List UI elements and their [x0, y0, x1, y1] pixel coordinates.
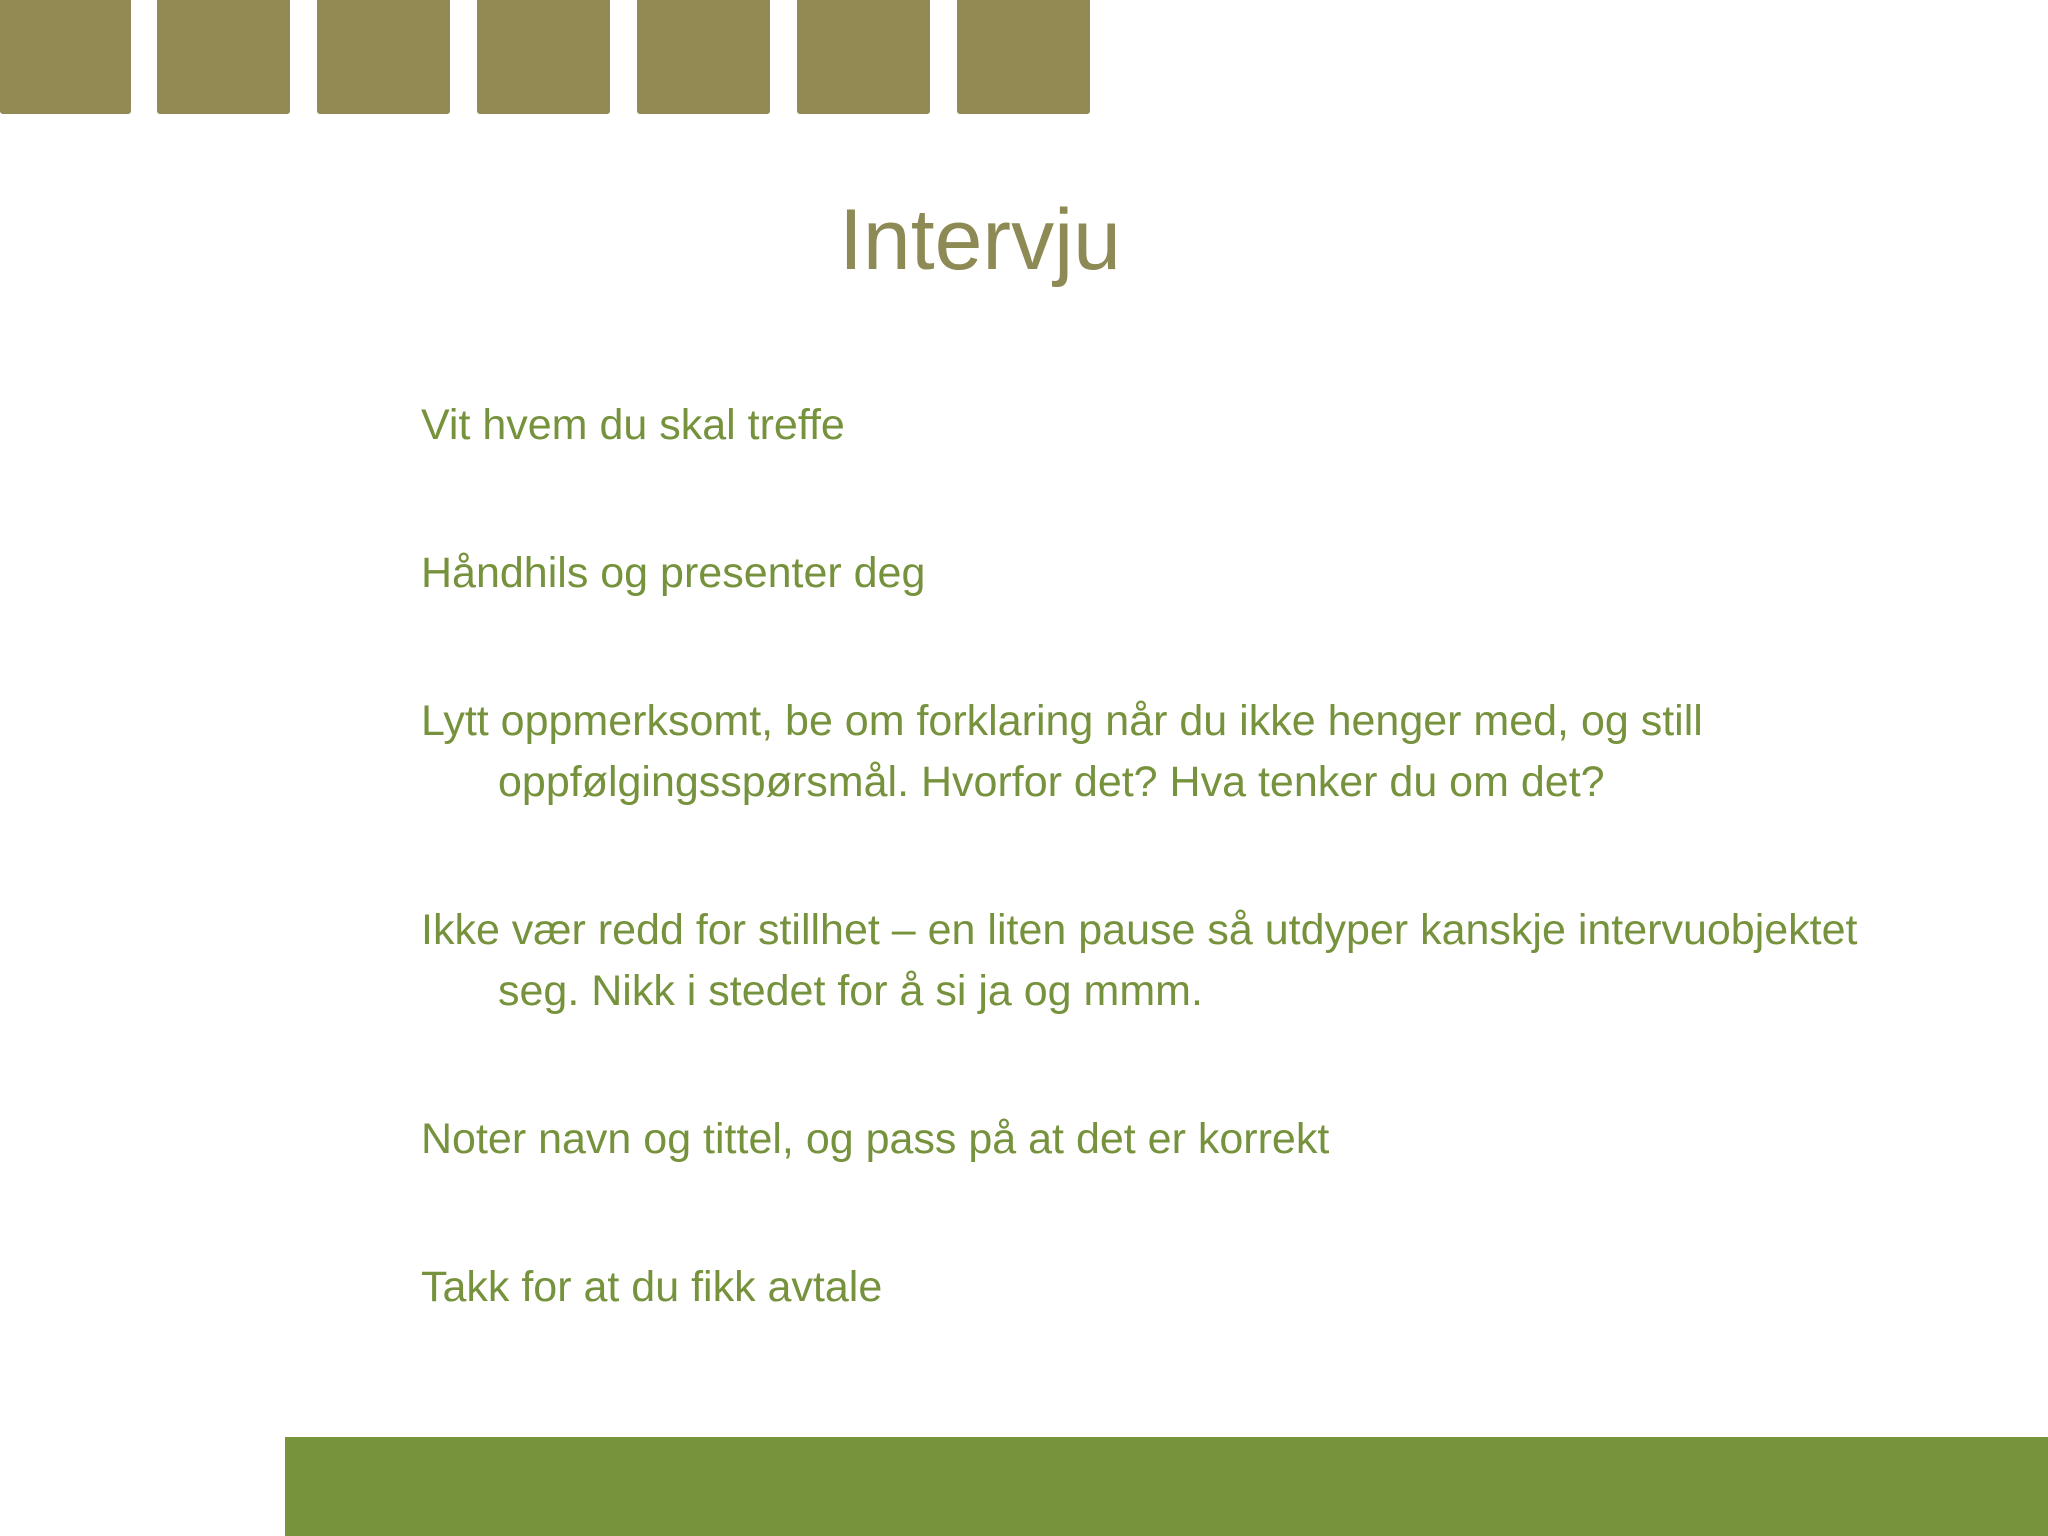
decorative-square [0, 0, 131, 114]
decorative-square [797, 0, 930, 114]
bullet-item: Vit hvem du skal treffe [421, 401, 845, 449]
slide-title: Intervju [838, 192, 1122, 288]
bullet-list [421, 395, 1921, 1405]
bullet-item: Takk for at du fikk avtale [421, 1263, 883, 1311]
decorative-square [317, 0, 450, 114]
top-decorative-squares [0, 0, 1100, 115]
decorative-square [157, 0, 290, 114]
bullet-item: Noter navn og tittel, og pass på at det er korrekt [421, 1115, 1330, 1163]
decorative-square [637, 0, 770, 114]
bottom-decorative-bar [285, 1437, 2048, 1536]
decorative-square [957, 0, 1090, 114]
bullet-item: Lytt oppmerksomt, be om forklaring når du ikke henger med, og still oppfølgingsspørsmål. Hvorfor det? Hva tenker du om det? [421, 697, 1703, 806]
bullet-item: Ikke vær redd for stillhet – en liten pause så utdyper kanskje intervuobjektet seg. Nikk i stedet for å si ja og mmm. [421, 906, 1858, 1015]
bullet-item: Håndhils og presenter deg [421, 549, 926, 597]
decorative-square [477, 0, 610, 114]
